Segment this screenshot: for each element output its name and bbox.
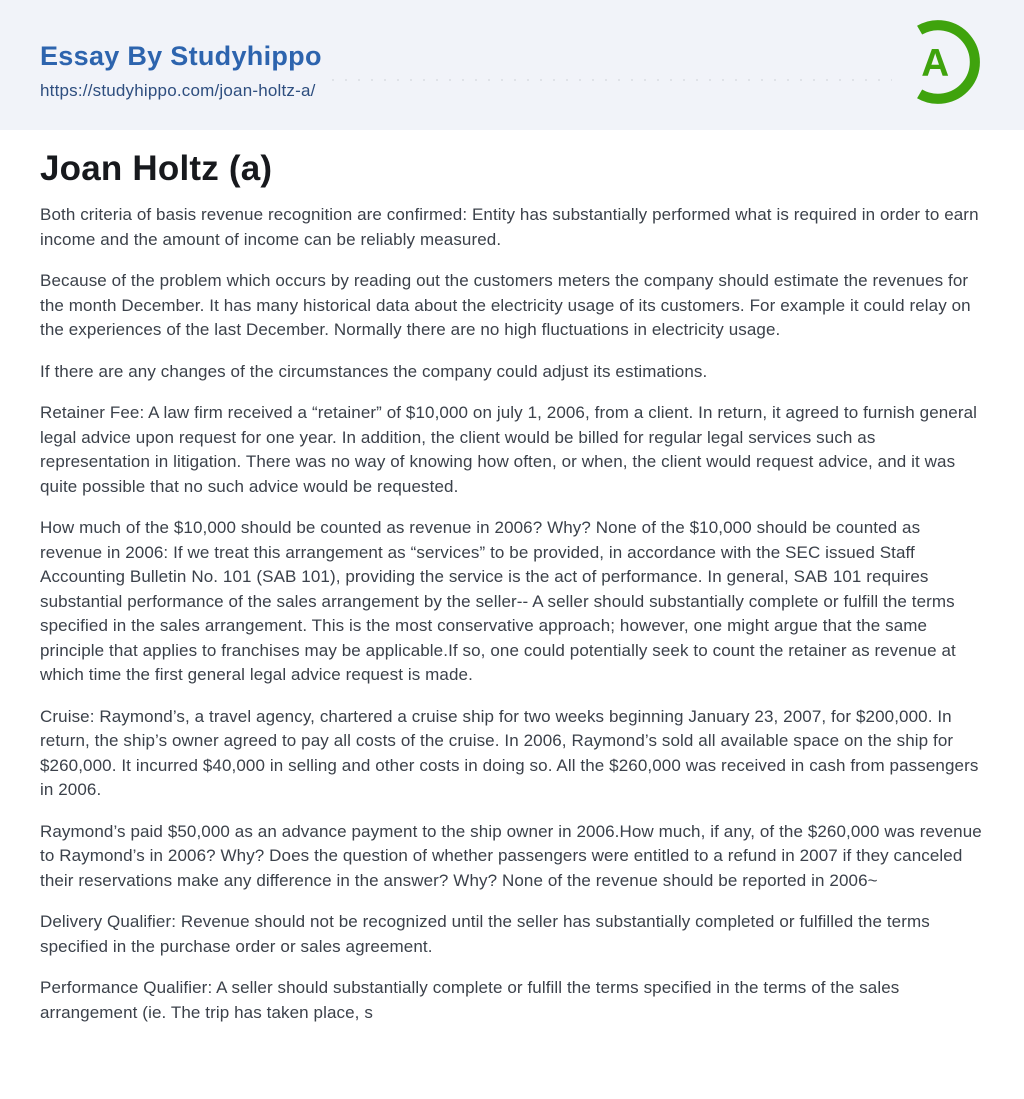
logo-letter: A — [921, 41, 950, 85]
essay-paragraph: How much of the $10,000 should be counted as revenue in 2006? Why? None of the $10,000 should be counted as revenue in 2006: If we treat this arrangement as “services” to be provided, in accordance with the SEC issued Staff Accounting Bulletin No. 101 (SAB 101), providing the service is the act of performance. In general, SAB 101 requires substantial performance of the sales arrangement by the seller-- A seller should substantially complete or fulfill the terms specified in the sales arrangement. This is the most conservative approach; however, one might argue that the same principle that applies to franchises may be applicable.If so, one could potentially seek to count the retainer as revenue at which time the first general legal advice request is made. — [40, 518, 956, 684]
essay-paragraph: If there are any changes of the circumstances the company could adjust its estimations. — [40, 361, 708, 381]
page-header — [0, 0, 1024, 130]
essay-paragraph: Performance Qualifier: A seller should substantially complete or fulfill the terms specified in the terms of the sales arrangement (ie. The trip has taken place, s — [40, 978, 900, 1022]
dotted-leader-line — [332, 79, 892, 81]
essay-paragraph: Both criteria of basis revenue recognition are confirmed: Entity has substantially performed what is required in order to earn income and the amount of income can be reliably measured. — [40, 205, 979, 249]
essay-body — [40, 203, 984, 1025]
essay-article — [0, 148, 1024, 1025]
page-url-link[interactable]: https://studyhippo.com/joan-holtz-a/ — [40, 81, 316, 100]
essay-paragraph: Cruise: Raymond’s, a travel agency, chartered a cruise ship for two weeks beginning January 23, 2007, for $200,000. In return, the ship’s owner agreed to pay all costs of the cruise. In 2006, Raymond’s sold all available space on the ship for $260,000. It incurred $40,000 in selling and other costs in doing so. All the $260,000 was received in cash from passengers in 2006. — [40, 706, 979, 799]
essay-paragraph: Because of the problem which occurs by reading out the customers meters the company should estimate the revenues for the month December. It has many historical data about the electricity usage of its customers. For example it could relay on the experiences of the last December. Normally there are no high fluctuations in electricity usage. — [40, 271, 971, 339]
essay-paragraph: Retainer Fee: A law firm received a “retainer” of $10,000 on july 1, 2006, from a client. In return, it agreed to furnish general legal advice upon request for one year. In addition, the client would be billed for regular legal services such as representation in litigation. There was no way of knowing how often, or when, the client would request advice, and it was quite possible that no such advice would be requested. — [40, 403, 978, 496]
site-name-link[interactable]: Essay By Studyhippo — [40, 41, 322, 71]
page-title: Joan Holtz (a) — [40, 149, 273, 188]
essay-paragraph: Raymond’s paid $50,000 as an advance payment to the ship owner in 2006.How much, if any, of the $260,000 was revenue to Raymond’s in 2006? Why? Does the question of whether passengers were entitled to a refund in 2007 if they canceled their reservations make any difference in the answer? Why? None of the revenue should be reported in 2006~ — [40, 821, 982, 890]
studyhippo-logo-icon — [892, 16, 984, 108]
essay-paragraph: Delivery Qualifier: Revenue should not be recognized until the seller has substantially completed or fulfilled the terms specified in the purchase order or sales agreement. — [40, 912, 930, 956]
